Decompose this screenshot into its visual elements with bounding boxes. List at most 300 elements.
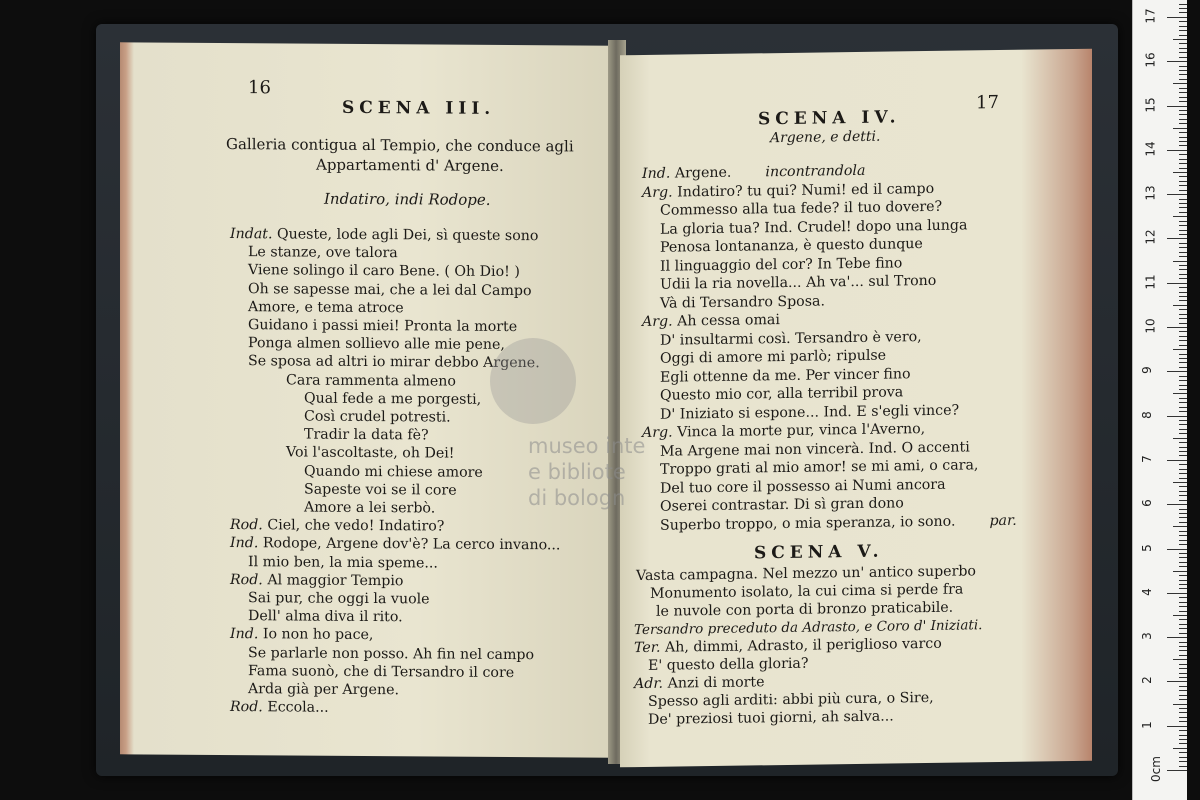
line-text: Se sposa ad altri io mirar debbo Argene.	[248, 353, 540, 372]
ruler-tick	[1179, 442, 1187, 443]
dialogue-line	[660, 511, 1017, 534]
ruler-tick	[1167, 371, 1187, 372]
ruler-tick	[1179, 21, 1187, 22]
ruler-tick	[1179, 646, 1187, 647]
speaker-label: Rod.	[230, 571, 263, 589]
ruler-label: 3	[1139, 632, 1154, 640]
ruler-tick	[1179, 575, 1187, 576]
line-text: Indatiro? tu qui? Numi! ed il campo	[677, 180, 935, 200]
ruler-tick	[1179, 588, 1187, 589]
dialogue-line	[642, 311, 780, 331]
ruler-label: 8	[1139, 410, 1154, 419]
ruler-tick	[1179, 300, 1187, 301]
line-text: Il linguaggio del cor? In Tebe fino	[660, 254, 903, 275]
ruler-tick	[1179, 278, 1187, 279]
ruler-tick	[1179, 584, 1187, 585]
ruler-tick	[1179, 340, 1187, 341]
ruler-tick	[1179, 557, 1187, 558]
ruler-tick	[1179, 57, 1187, 58]
ruler-tick	[1179, 185, 1187, 186]
ruler-tick	[1179, 323, 1187, 324]
ruler-tick	[1179, 743, 1187, 744]
dialogue-line	[230, 571, 403, 590]
ruler-tick	[1179, 735, 1187, 736]
line-text: Del tuo core il possesso ai Numi ancora	[660, 476, 946, 497]
ruler-tick	[1179, 212, 1187, 213]
ruler-label: 2	[1139, 676, 1154, 685]
dialogue-line	[230, 225, 538, 245]
ruler-tick	[1179, 721, 1187, 722]
ruler-tick	[1179, 717, 1187, 718]
ruler-tick	[1173, 83, 1187, 84]
ruler-tick	[1179, 535, 1187, 536]
ruler-tick	[1179, 168, 1187, 169]
ruler-tick	[1179, 517, 1187, 518]
ruler-tick	[1179, 540, 1187, 541]
dialogue-line	[660, 272, 936, 294]
dialogue-line	[248, 316, 517, 336]
ruler-tick	[1179, 385, 1187, 386]
line-text: Oggi di amore mi parlò; ripulse	[660, 347, 887, 367]
ruler-tick	[1179, 43, 1187, 44]
ruler-tick	[1167, 549, 1187, 550]
ruler-tick	[1179, 207, 1187, 208]
scene-characters: Tersandro preceduto da Adrasto, e Coro d' Iniziati.	[634, 617, 983, 639]
ruler-tick	[1179, 181, 1187, 182]
page-number: 16	[248, 77, 271, 99]
scene-setting-line: Appartamenti d' Argene.	[316, 155, 504, 175]
ruler-tick	[1179, 48, 1187, 49]
line-text: Se parlarle non posso. Ah fin nel campo	[248, 644, 535, 663]
dialogue-line	[248, 607, 403, 626]
ruler-tick	[1179, 690, 1187, 691]
line-text: D' insultarmi così. Tersandro è vero,	[660, 328, 922, 349]
line-text: Sapeste voi se il core	[304, 481, 457, 499]
ruler-tick	[1167, 17, 1187, 18]
dialogue-line	[230, 534, 560, 554]
dialogue-line	[286, 371, 456, 390]
page-number: 17	[976, 92, 999, 114]
ruler-tick	[1179, 110, 1187, 111]
scene-characters: Indatiro, indi Rodope.	[324, 189, 491, 209]
line-text: Arda già per Argene.	[248, 681, 399, 699]
dialogue-line	[648, 655, 808, 675]
ruler-tick	[1179, 265, 1187, 266]
ruler-tick	[1179, 491, 1187, 492]
ruler-tick	[1167, 637, 1187, 638]
ruler-tick	[1173, 172, 1187, 173]
line-text: Ah, dimmi, Adrasto, il periglioso varco	[665, 635, 942, 656]
ruler-tick	[1179, 624, 1187, 625]
ruler-tick	[1179, 562, 1187, 563]
ruler-tick	[1179, 292, 1187, 293]
line-text: Le stanze, ove talora	[248, 244, 398, 262]
dialogue-line	[248, 243, 398, 262]
scene-title: SCENA III.	[342, 97, 496, 119]
ruler-tick	[1179, 766, 1187, 767]
ruler-tick	[1179, 92, 1187, 93]
ruler-tick	[1179, 269, 1187, 270]
ruler-tick	[1179, 132, 1187, 133]
line-text: E' questo della gloria?	[648, 655, 809, 674]
line-text: Qual fede a me porgesti,	[304, 390, 482, 408]
ruler-tick	[1179, 287, 1187, 288]
ruler-tick	[1179, 137, 1187, 138]
ruler-tick	[1179, 761, 1187, 762]
ruler-tick	[1179, 234, 1187, 235]
ruler-tick	[1173, 128, 1187, 129]
watermark-text: di bologn	[528, 486, 626, 510]
ruler-tick	[1179, 509, 1187, 510]
speaker-label: Ind.	[230, 535, 259, 552]
ruler-tick	[1179, 495, 1187, 496]
line-text: Io non ho pace,	[262, 626, 374, 644]
ruler-tick	[1179, 314, 1187, 315]
ruler-tick	[1179, 336, 1187, 337]
ruler-tick	[1173, 393, 1187, 394]
dialogue-line	[230, 625, 373, 644]
ruler-tick	[1179, 602, 1187, 603]
line-text: Argene.	[674, 164, 732, 182]
ruler-tick	[1179, 354, 1187, 355]
ruler-tick	[1179, 611, 1187, 612]
ruler-tick	[1179, 70, 1187, 71]
ruler-tick	[1179, 407, 1187, 408]
ruler-tick	[1179, 203, 1187, 204]
ruler-tick	[1179, 79, 1187, 80]
ruler-tick	[1179, 309, 1187, 310]
ruler-tick	[1179, 686, 1187, 687]
line-text: Amore a lei serbò.	[304, 499, 436, 517]
line-text: Ponga almen sollievo alle mie pene,	[248, 335, 505, 354]
ruler-tick	[1173, 659, 1187, 660]
dialogue-line	[304, 426, 429, 445]
dialogue-line	[642, 162, 865, 183]
ruler-tick	[1179, 163, 1187, 164]
scene-title: SCENA IV.	[758, 107, 901, 130]
dialogue-line	[230, 698, 329, 717]
speaker-label: Adr.	[634, 675, 664, 693]
dialogue-line	[248, 644, 534, 664]
line-text: Ah cessa omai	[677, 312, 780, 330]
ruler-tick	[1179, 429, 1187, 430]
measurement-ruler	[1132, 0, 1187, 800]
ruler-tick	[1179, 154, 1187, 155]
ruler-tick	[1179, 699, 1187, 700]
ruler-tick	[1173, 615, 1187, 616]
ruler-label: 17	[1143, 8, 1158, 24]
dialogue-line	[648, 707, 894, 728]
ruler-label: 0cm	[1148, 756, 1163, 782]
ruler-tick	[1179, 597, 1187, 598]
dialogue-line	[248, 662, 514, 682]
line-text: Eccola...	[267, 699, 329, 716]
dialogue-line	[660, 292, 825, 312]
line-text: Udii la ria novella... Ah va'... sul Trono	[660, 272, 937, 293]
speaker-label: Ter.	[634, 639, 661, 657]
ruler-tick	[1179, 159, 1187, 160]
ruler-tick	[1179, 380, 1187, 381]
ruler-tick	[1179, 389, 1187, 390]
ruler-tick	[1179, 708, 1187, 709]
ruler-tick	[1179, 619, 1187, 620]
dialogue-line	[634, 673, 765, 693]
line-text: Queste, lode agli Dei, sì queste sono	[277, 226, 539, 245]
ruler-tick	[1179, 345, 1187, 346]
line-text: Oh se sapesse mai, che a lei dal Campo	[248, 280, 532, 299]
ruler-tick	[1179, 447, 1187, 448]
ruler-tick	[1179, 35, 1187, 36]
dialogue-line	[248, 334, 505, 354]
line-text: Rodope, Argene dov'è? La cerco invano...	[262, 535, 561, 554]
ruler-tick	[1179, 473, 1187, 474]
ruler-tick	[1179, 199, 1187, 200]
ruler-tick	[1179, 119, 1187, 120]
scene-title: SCENA V.	[754, 541, 884, 564]
ruler-tick	[1179, 74, 1187, 75]
ruler-tick	[1179, 566, 1187, 567]
ruler-tick	[1179, 145, 1187, 146]
ruler-tick	[1179, 376, 1187, 377]
ruler-tick	[1179, 26, 1187, 27]
speaker-label: Ind.	[642, 165, 671, 182]
ruler-tick	[1179, 642, 1187, 643]
line-text: Ciel, che vedo! Indatiro?	[267, 517, 445, 535]
line-text: Amore, e tema atroce	[248, 298, 404, 317]
ruler-tick	[1179, 190, 1187, 191]
ruler-label: 7	[1139, 455, 1154, 463]
ruler-tick	[1167, 681, 1187, 682]
watermark-text: e bibliote	[528, 460, 626, 484]
stage-direction: incontrandola	[765, 162, 866, 181]
ruler-tick	[1179, 486, 1187, 487]
ruler-label: 11	[1143, 274, 1158, 290]
speaker-label: Ind.	[230, 626, 259, 643]
line-text: Spesso agli arditi: abbi più cura, o Sire,	[648, 689, 934, 710]
line-text: Troppo grati al mio amor! se mi ami, o cara,	[660, 457, 979, 478]
ruler-tick	[1179, 455, 1187, 456]
line-text: Il mio ben, la mia speme...	[248, 553, 438, 572]
ruler-tick	[1179, 230, 1187, 231]
scene-characters: Argene, e detti.	[770, 128, 881, 147]
ruler-tick	[1173, 482, 1187, 483]
dialogue-line	[304, 499, 435, 518]
ruler-tick	[1179, 420, 1187, 421]
line-text: Guidano i passi miei! Pronta la morte	[248, 317, 518, 336]
ruler-tick	[1179, 243, 1187, 244]
ruler-tick	[1179, 331, 1187, 332]
ruler-tick	[1179, 176, 1187, 177]
ruler-tick	[1173, 526, 1187, 527]
ruler-tick	[1167, 416, 1187, 417]
ruler-tick	[1167, 106, 1187, 107]
ruler-label: 15	[1143, 96, 1158, 113]
dialogue-line	[248, 589, 430, 608]
ruler-tick	[1179, 252, 1187, 253]
line-text: Voi l'ascoltaste, oh Dei!	[286, 444, 455, 463]
speaker-label: Rod.	[230, 517, 263, 534]
dialogue-line	[248, 680, 399, 699]
ruler-tick	[1179, 752, 1187, 753]
ruler-tick	[1179, 655, 1187, 656]
dialogue-line	[304, 462, 483, 481]
line-text: Tradir la data fè?	[304, 426, 429, 444]
ruler-tick	[1179, 522, 1187, 523]
ruler-tick	[1173, 571, 1187, 572]
ruler-tick	[1179, 424, 1187, 425]
ruler-tick	[1167, 238, 1187, 239]
speaker-label: Arg.	[642, 184, 673, 201]
ruler-tick	[1179, 30, 1187, 31]
ruler-tick	[1173, 349, 1187, 350]
line-text: Superbo troppo, o mia speranza, io sono.	[660, 513, 956, 534]
ruler-label: 14	[1143, 141, 1158, 157]
dialogue-line	[304, 389, 481, 408]
ruler-tick	[1167, 460, 1187, 461]
ruler-tick	[1179, 650, 1187, 651]
dialogue-line	[248, 280, 532, 300]
ruler-tick	[1179, 668, 1187, 669]
ruler-tick	[1179, 123, 1187, 124]
line-text: Commesso alla tua fede? il tuo dovere?	[660, 198, 943, 219]
watermark-logo	[490, 338, 576, 424]
ruler-label: 4	[1139, 587, 1154, 596]
line-text: Al maggior Tempio	[267, 572, 404, 590]
ruler-tick	[1179, 544, 1187, 545]
ruler-label: 12	[1143, 229, 1158, 246]
ruler-tick	[1179, 97, 1187, 98]
ruler-label: 13	[1143, 185, 1158, 201]
speaker-label: Arg.	[642, 424, 673, 441]
line-text: Sai pur, che oggi la vuole	[248, 590, 430, 608]
line-text: Penosa lontananza, è questo dunque	[660, 236, 923, 256]
speaker-label: Rod.	[230, 699, 263, 716]
speaker-label: Indat.	[230, 226, 273, 243]
ruler-tick	[1179, 433, 1187, 434]
ruler-tick	[1179, 141, 1187, 142]
line-text: La gloria tua? Ind. Crudel! dopo una lunga	[660, 216, 968, 238]
ruler-tick	[1179, 464, 1187, 465]
line-text: Così crudel potresti.	[304, 408, 451, 426]
ruler-tick	[1173, 39, 1187, 40]
ruler-tick	[1179, 52, 1187, 53]
ruler-label: 6	[1139, 499, 1154, 508]
ruler-tick	[1179, 362, 1187, 363]
ruler-label: 1	[1139, 720, 1154, 729]
line-text: Anzi di morte	[667, 674, 765, 692]
line-text: Cara rammenta almeno	[286, 372, 456, 390]
scene-setting-line: Vasta campagna. Nel mezzo un' antico superbo	[636, 563, 976, 585]
ruler-tick	[1173, 438, 1187, 439]
ruler-tick	[1179, 695, 1187, 696]
ruler-tick	[1179, 101, 1187, 102]
line-text: Dell' alma diva il rito.	[248, 608, 403, 626]
ruler-tick	[1173, 261, 1187, 262]
ruler-tick	[1179, 739, 1187, 740]
ruler-tick	[1167, 770, 1187, 771]
line-text: D' Iniziato si espone... Ind. E s'egli vince?	[660, 402, 960, 423]
ruler-tick	[1179, 66, 1187, 67]
ruler-tick	[1179, 114, 1187, 115]
ruler-tick	[1179, 411, 1187, 412]
dialogue-line	[248, 262, 520, 282]
dialogue-line	[248, 298, 404, 317]
ruler-tick	[1173, 216, 1187, 217]
dialogue-line	[304, 480, 457, 499]
ruler-tick	[1179, 8, 1187, 9]
ruler-tick	[1179, 664, 1187, 665]
ruler-tick	[1179, 633, 1187, 634]
scene-setting-line: Monumento isolato, la cui cima si perde fra	[650, 581, 964, 602]
ruler-tick	[1179, 398, 1187, 399]
line-text: Ma Argene mai non vincerà. Ind. O accenti	[660, 438, 970, 460]
speaker-label: Arg.	[642, 313, 673, 330]
dialogue-line	[634, 635, 942, 657]
ruler-tick	[1179, 367, 1187, 368]
line-text: De' preziosi tuoi giorni, ah salva...	[648, 708, 894, 728]
right-page	[620, 49, 1092, 768]
ruler-tick	[1179, 606, 1187, 607]
ruler-tick	[1173, 748, 1187, 749]
ruler-tick	[1179, 580, 1187, 581]
dialogue-line	[248, 553, 438, 572]
ruler-tick	[1179, 478, 1187, 479]
scene-setting-line: le nuvole con porta di bronzo praticabile.	[656, 599, 954, 620]
ruler-tick	[1179, 296, 1187, 297]
dialogue-line	[304, 408, 451, 427]
ruler-label: 16	[1143, 52, 1158, 68]
line-text: Fama suonò, che di Tersandro il core	[248, 662, 515, 681]
line-text: Oserei contrastar. Di sì gran dono	[660, 495, 904, 515]
ruler-tick	[1179, 513, 1187, 514]
ruler-tick	[1179, 451, 1187, 452]
watermark-text: museo inte	[528, 434, 646, 458]
scene-setting-line: Galleria contigua al Tempio, che conduce agli	[226, 135, 574, 156]
ruler-tick	[1179, 730, 1187, 731]
dialogue-line	[286, 444, 455, 463]
ruler-tick	[1173, 305, 1187, 306]
ruler-tick	[1167, 726, 1187, 727]
ruler-tick	[1179, 4, 1187, 5]
ruler-tick	[1179, 712, 1187, 713]
ruler-tick	[1179, 358, 1187, 359]
ruler-tick	[1167, 593, 1187, 594]
ruler-tick	[1167, 61, 1187, 62]
ruler-tick	[1179, 677, 1187, 678]
ruler-tick	[1167, 327, 1187, 328]
ruler-tick	[1179, 274, 1187, 275]
line-text: Questo mio cor, alla terribil prova	[660, 384, 904, 404]
ruler-label: 10	[1143, 318, 1158, 334]
line-text: Và di Tersandro Sposa.	[660, 292, 825, 312]
ruler-tick	[1179, 500, 1187, 501]
ruler-tick	[1179, 628, 1187, 629]
line-text: Vinca la morte pur, vinca l'Averno,	[677, 421, 926, 441]
ruler-tick	[1173, 704, 1187, 705]
ruler-label: 5	[1139, 543, 1154, 552]
ruler-tick	[1179, 88, 1187, 89]
ruler-tick	[1167, 504, 1187, 505]
stage-direction: par.	[989, 512, 1017, 529]
ruler-tick	[1167, 150, 1187, 151]
ruler-tick	[1179, 318, 1187, 319]
ruler-tick	[1179, 12, 1187, 13]
ruler-tick	[1179, 553, 1187, 554]
ruler-tick	[1179, 256, 1187, 257]
ruler-tick	[1167, 283, 1187, 284]
ruler-tick	[1179, 673, 1187, 674]
ruler-tick	[1179, 221, 1187, 222]
